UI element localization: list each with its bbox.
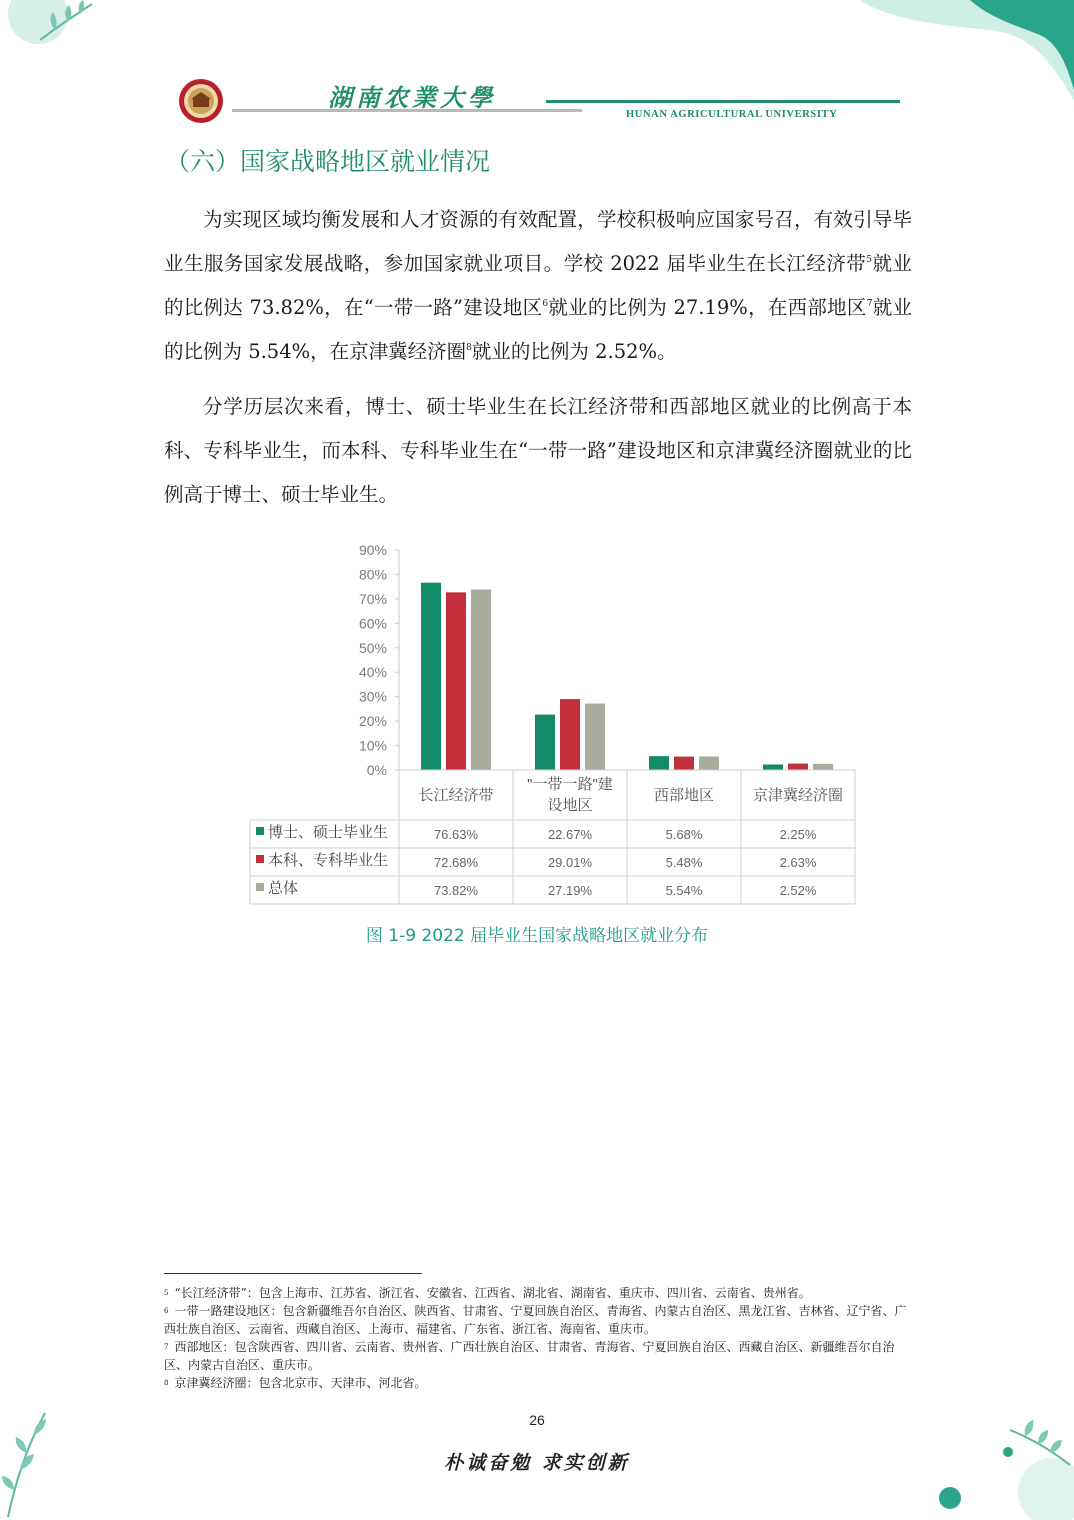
y-tick-label: 50%: [358, 639, 387, 656]
y-tick-label: 20%: [358, 713, 387, 730]
footnote-ref-6: 6: [542, 299, 549, 309]
header-rule-green: [546, 100, 900, 103]
university-name-cn: 湖南农業大學: [328, 83, 496, 112]
footnotes: [164, 1284, 912, 1392]
footnote-8: $^8$ 京津冀经济圈：包含北京市、天津市、河北省。: [164, 1376, 427, 1390]
y-tick-label: 40%: [358, 664, 387, 681]
section-title: （六）国家战略地区就业情况: [165, 147, 491, 176]
bar: [585, 704, 605, 770]
data-label: 2.25%: [779, 827, 817, 842]
footnote-rule: [164, 1273, 422, 1274]
bar: [535, 715, 555, 770]
footnote-ref-5: 5: [866, 255, 873, 265]
bar: [421, 583, 441, 770]
top-left-leaf-decoration: [0, 0, 110, 60]
university-seal-icon: [178, 78, 224, 124]
data-label: 5.54%: [665, 883, 703, 898]
data-label: 2.63%: [779, 855, 817, 870]
legend-series-name: 本科、专科毕业生: [268, 852, 389, 869]
category-label: 设地区: [547, 797, 593, 814]
legend-key: [256, 827, 264, 835]
category-label: 西部地区: [653, 787, 715, 804]
bar: [763, 765, 783, 771]
chart-svg: [240, 535, 870, 915]
y-tick-label: 10%: [358, 737, 387, 754]
bar: [560, 699, 580, 770]
figure-caption: 图 1-9 2022 届毕业生国家战略地区就业分布: [365, 926, 709, 946]
bar: [813, 764, 833, 770]
footnote-5: $^5$ “长江经济带”：包含上海市、江苏省、浙江省、安徽省、江西省、湖北省、湖南省、重庆市、四川省、云南省、贵州省。: [164, 1286, 811, 1300]
category-label: "一带一路"建: [527, 776, 613, 793]
university-name-en: HUNAN AGRICULTURAL UNIVERSITY: [626, 109, 838, 120]
page-number: 26: [529, 1412, 545, 1428]
data-label: 5.68%: [665, 827, 703, 842]
data-label: 2.52%: [779, 883, 817, 898]
data-label: 5.48%: [665, 855, 703, 870]
bar: [699, 756, 719, 770]
legend-key: [256, 855, 264, 863]
paragraph-1: 为实现区域均衡发展和人才资源的有效配置，学校积极响应国家号召，有效引导毕业生服务国家发展战略，参加国家就业项目。学校 2022 届毕业生在长江经济带$^5$就业的比例达 73.82%，在“一带一路”建设地区$^6$就业的比例为 27.19%，在西部地区$^7$就业的比例为 5.54%，在京津冀经济圈$^8$就业的比例为 2.52%。: [164, 208, 912, 363]
data-label: 76.63%: [433, 827, 479, 842]
data-label: 73.82%: [433, 883, 479, 898]
data-label: 72.68%: [433, 855, 479, 870]
footnote-ref-7: 7: [866, 299, 873, 309]
bar: [649, 756, 669, 770]
legend-series-name: 总体: [268, 880, 299, 897]
category-label: 京津冀经济圈: [752, 787, 844, 804]
y-tick-label: 70%: [358, 590, 387, 607]
footnote-6: $^6$ 一带一路建设地区：包含新疆维吾尔自治区、陕西省、甘肃省、宁夏回族自治区、青海省、内蒙古自治区、黑龙江省、吉林省、辽宁省、广西壮族自治区、云南省、西藏自治区、上海市、福建省、广东省、浙江省、海南省、重庆市。: [164, 1304, 907, 1336]
data-label: 29.01%: [547, 855, 593, 870]
region-employment-chart: [240, 535, 870, 915]
bar: [471, 590, 491, 770]
y-tick-label: 90%: [358, 542, 387, 558]
legend-key: [256, 883, 264, 891]
paragraph-2: 分学历层次来看，博士、硕士毕业生在长江经济带和西部地区就业的比例高于本科、专科毕业生，而本科、专科毕业生在“一带一路”建设地区和京津冀经济圈就业的比例高于博士、硕士毕业生。: [164, 395, 912, 506]
university-motto: 朴诚奋勉 求实创新: [444, 1452, 630, 1474]
bar: [446, 592, 466, 770]
category-label: 长江经济带: [418, 787, 494, 804]
data-label: 22.67%: [547, 827, 593, 842]
y-tick-label: 30%: [358, 688, 387, 705]
y-tick-label: 80%: [358, 566, 387, 583]
y-tick-label: 0%: [366, 762, 387, 778]
top-right-wave-decoration: [850, 0, 1074, 110]
footnote-7: $^7$ 西部地区：包含陕西省、四川省、云南省、贵州省、广西壮族自治区、甘肃省、青海省、宁夏回族自治区、西藏自治区、新疆维吾尔自治区、内蒙古自治区、重庆市。: [164, 1340, 895, 1372]
footnote-ref-8: 8: [466, 343, 472, 353]
bar: [674, 757, 694, 770]
data-label: 27.19%: [547, 883, 593, 898]
bar: [788, 764, 808, 770]
y-tick-label: 60%: [358, 615, 387, 632]
legend-series-name: 博士、硕士毕业生: [268, 824, 389, 841]
